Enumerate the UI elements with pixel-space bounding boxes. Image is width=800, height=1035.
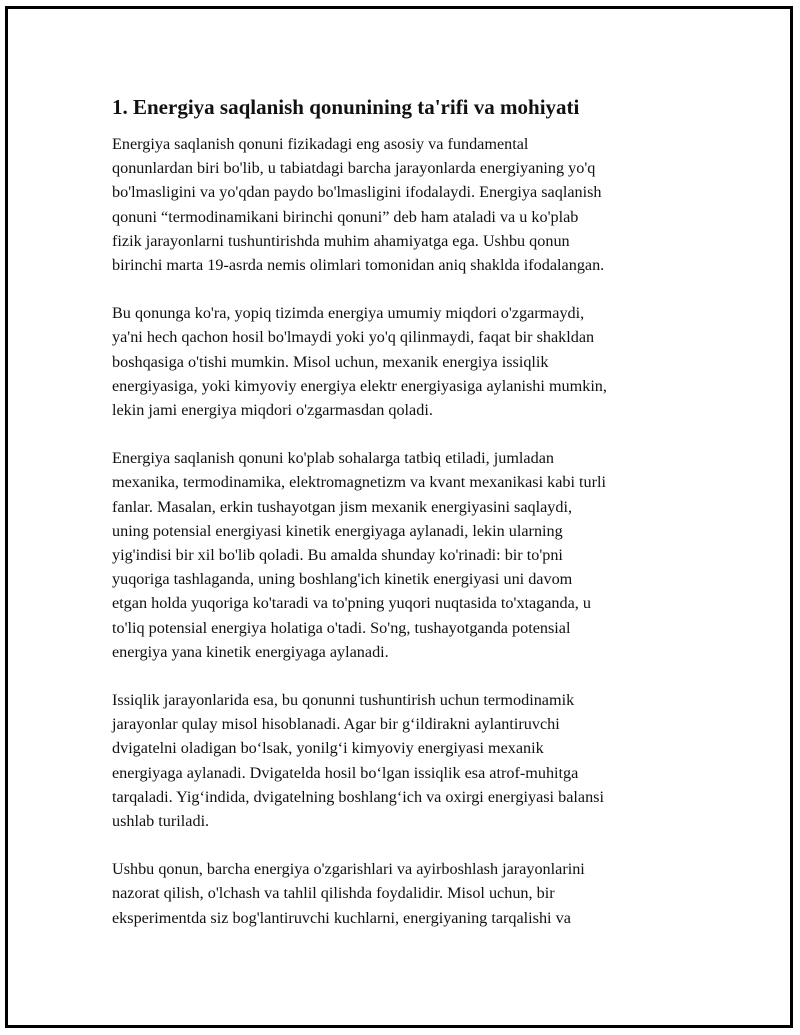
text-line: tarqaladi. Yig‘indida, dvigatelning boshlang‘ich va oxirgi energiyasi balansi: [112, 787, 604, 806]
text-line: etgan holda yuqoriga ko'taradi va to'pning yuqori nuqtasida to'xtaganda, u: [112, 594, 591, 613]
text-line: ya'ni hech qachon hosil bo'lmaydi yoki yo'q qilinmaydi, faqat bir shakldan: [112, 328, 595, 347]
text-line: Energiya saqlanish qonuni fizikadagi eng asosiy va fundamental: [112, 135, 529, 153]
text-line: fanlar. Masalan, erkin tushayotgan jism mexanik energiyasini saqlaydi,: [112, 497, 573, 516]
text-line: mexanika, termodinamika, elektromagnetizm va kvant mexanikasi kabi turli: [112, 473, 607, 492]
paragraph-5: [112, 857, 692, 930]
text-line: uning potensial energiyasi kinetik energiyaga aylanadi, lekin ularning: [112, 521, 563, 540]
text-line: nazorat qilish, o'lchash va tahlil qilishda foydalidir. Misol uchun, bir: [112, 884, 555, 903]
paragraph-1: [112, 132, 692, 277]
text-line: ushlab turiladi.: [112, 812, 210, 831]
text-line: Bu qonunga ko'ra, yopiq tizimda energiya umumiy miqdori o'zgarmaydi,: [112, 304, 585, 323]
text-line: Ushbu qonun, barcha energiya o'zgarishlari va ayirboshlash jarayonlarini: [112, 860, 585, 879]
text-line: birinchi marta 19-asrda nemis olimlari tomonidan aniq shaklda ifodalangan.: [112, 256, 605, 275]
text-line: to'liq potensial energiya holatiga o'tadi. So'ng, tushayotganda potensial: [112, 618, 571, 637]
text-line: energiyaga aylanadi. Dvigatelda hosil bo‘lgan issiqlik esa atrof-muhitga: [112, 763, 579, 782]
text-line: yuqoriga tashlaganda, uning boshlang'ich kinetik energiyasi uni davom: [112, 570, 573, 589]
paragraph-2: [112, 301, 692, 422]
text-line: yig'indisi bir xil bo'lib qoladi. Bu amalda shunday ko'rinadi: bir to'pni: [112, 546, 563, 565]
paragraph-3: [112, 446, 692, 664]
text-line: fizik jarayonlarni tushuntirishda muhim ahamiyatga ega. Ushbu qonun: [112, 231, 570, 250]
text-line: qonunlardan biri bo'lib, u tabiatdagi barcha jarayonlarda energiyaning yo'q: [112, 159, 596, 178]
text-line: qonuni “termodinamikani birinchi qonuni” deb ham ataladi va u ko'plab: [112, 207, 579, 226]
text-line: bo'lmasligini va yo'qdan paydo bo'lmasligini ifodalaydi. Energiya saqlanish: [112, 183, 602, 202]
text-line: lekin jami energiya miqdori o'zgarmasdan qoladi.: [112, 401, 433, 420]
document-body: [112, 94, 692, 954]
paragraph-4: [112, 688, 692, 833]
text-line: jarayonlar qulay misol hisoblanadi. Agar bir g‘ildirakni aylantiruvchi: [112, 715, 560, 734]
text-line: energiyasiga, yoki kimyoviy energiya elektr energiyasiga aylanishi mumkin,: [112, 376, 607, 395]
text-line: eksperimentda siz bog'lantiruvchi kuchlarni, energiyaning tarqalishi va: [112, 908, 571, 927]
text-line: Energiya saqlanish qonuni ko'plab sohalarga tatbiq etiladi, jumladan: [112, 449, 554, 468]
text-line: boshqasiga o'tishi mumkin. Misol uchun, mexanik energiya issiqlik: [112, 352, 549, 371]
text-line: energiya yana kinetik energiyaga aylanadi.: [112, 642, 389, 661]
section-heading: 1. Energiya saqlanish qonunining ta'rifi va mohiyati: [112, 95, 580, 119]
text-line: dvigatelni oladigan bo‘lsak, yonilg‘i kimyoviy energiyasi mexanik: [112, 739, 544, 758]
text-line: Issiqlik jarayonlarida esa, bu qonunni tushuntirish uchun termodinamik: [112, 691, 575, 710]
